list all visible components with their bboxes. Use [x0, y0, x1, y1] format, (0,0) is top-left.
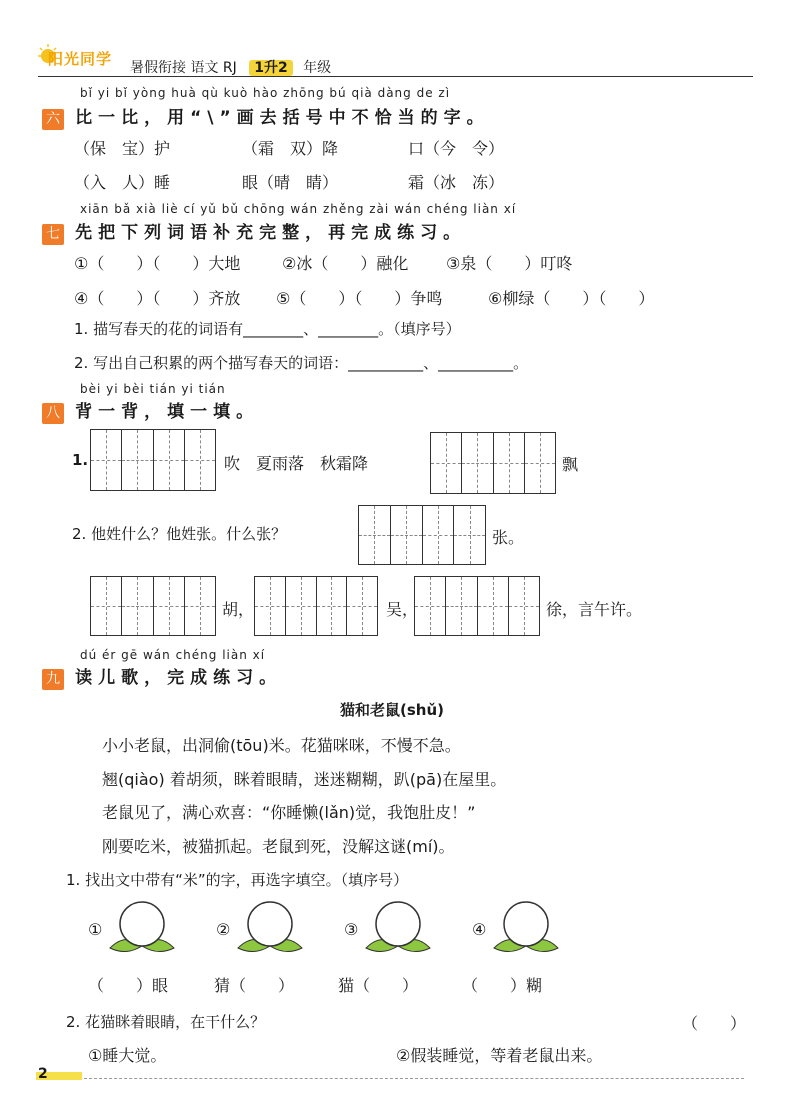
s7-question-1: 1. 描写春天的花的词语有________、________。（填序号） — [74, 320, 461, 338]
s6-item-1: （保 宝）护 — [74, 139, 171, 158]
fill-blank-4: （ ）糊 — [462, 976, 543, 995]
s8-heading — [42, 397, 259, 424]
circle-blank-1[interactable] — [88, 898, 178, 960]
option-2: ②假装睡觉，等着老鼠出来。 — [396, 1046, 603, 1065]
circle-label-1: ① — [88, 920, 103, 939]
s7-pinyin: xiān bǎ xià liè cí yǔ bǔ chōng wán zhěng zài wán chéng liàn xí — [80, 202, 517, 216]
circle-label-3: ③ — [344, 920, 359, 939]
option-1: ①睡大觉。 — [88, 1046, 167, 1065]
s8-grid-5[interactable] — [254, 576, 378, 636]
s6-item-4: （入 人）睡 — [74, 173, 171, 192]
s9-question-1: 1. 找出文中带有“米”的字，再选字填空。（填序号） — [66, 871, 409, 889]
circle-blank-3[interactable] — [344, 898, 434, 960]
s8-badge: 八 — [42, 403, 64, 424]
s7-item-4: ④（ ）（ ）齐放 — [74, 289, 241, 308]
s7-question-2: 2. 写出自己积累的两个描写春天的词语：__________、__________。 — [74, 354, 529, 372]
s8-grid-6[interactable] — [414, 576, 540, 636]
circle-label-4: ④ — [472, 920, 487, 939]
s7-title: 先把下列词语补充完整，再完成练习。 — [75, 223, 467, 243]
s7-item-2: ②冰（ ）融化 — [282, 254, 409, 273]
s9-heading — [42, 663, 282, 690]
answer-paren: （ ） — [682, 1014, 747, 1033]
s6-badge: 六 — [42, 109, 64, 130]
header-divider — [38, 76, 753, 77]
s9-question-2: 2. 花猫眯着眼睛，在干什么？ — [66, 1013, 266, 1031]
s8-q1-number: 1. — [72, 451, 89, 469]
s6-item-3: 口（今 令） — [408, 139, 505, 158]
footer-divider — [84, 1078, 744, 1079]
fill-blank-2: 猜（ ） — [214, 976, 295, 995]
fill-blank-3: 猫（ ） — [338, 976, 419, 995]
s8-row3-text-b: 吴， — [386, 600, 419, 619]
circle-blank-4[interactable] — [472, 898, 562, 960]
s6-title: 比一比，用“\”画去括号中不恰当的字。 — [75, 108, 490, 128]
s7-item-5: ⑤（ ）（ ）争鸣 — [276, 289, 443, 308]
s8-q2-end: 张。 — [492, 528, 525, 547]
s9-title: 读儿歌，完成练习。 — [75, 668, 283, 688]
grade-suffix: 年级 — [303, 60, 332, 76]
s7-item-6: ⑥柳绿（ ）（ ） — [488, 289, 655, 308]
poem-line-4: 刚要吃米，被猫抓起。老鼠到死，没解这谜(mí)。 — [102, 837, 455, 856]
s6-item-5: 眼（晴 睛） — [242, 173, 339, 192]
s7-item-1: ①（ ）（ ）大地 — [74, 254, 241, 273]
s8-grid-1[interactable] — [90, 429, 216, 491]
s8-row3-text-c: 徐，言午许。 — [546, 600, 643, 619]
peach-icon — [234, 898, 306, 960]
page-number: 2 — [38, 1066, 48, 1082]
fill-blank-1: （ ）眼 — [88, 976, 169, 995]
s8-q1-end: 飘 — [562, 455, 579, 474]
s6-item-6: 霜（冰 冻） — [408, 173, 505, 192]
peach-icon — [490, 898, 562, 960]
s8-question-2: 2. 他姓什么？他姓张。什么张？ — [72, 525, 287, 543]
s7-badge: 七 — [42, 224, 64, 245]
poem-line-2: 翘(qiào) 着胡须，眯着眼睛，迷迷糊糊，趴(pā)在屋里。 — [102, 770, 507, 789]
s6-pinyin: bǐ yi bǐ yòng huà qù kuò hào zhōng bú qià dàng de zì — [80, 86, 451, 100]
peach-icon — [362, 898, 434, 960]
s8-grid-2[interactable] — [430, 432, 556, 494]
poem-title: 猫和老鼠(shǔ) — [340, 701, 444, 719]
s8-pinyin: bèi yi bèi tián yi tián — [80, 382, 226, 396]
logo-text: 阳光同学 — [48, 50, 113, 68]
s9-pinyin: dú ér gē wán chéng liàn xí — [80, 648, 266, 662]
s8-grid-4[interactable] — [90, 576, 216, 636]
s7-item-3: ③泉（ ）叮咚 — [446, 254, 573, 273]
s8-q1-text: 吹 夏雨落 秋霜降 — [224, 454, 369, 473]
poem-line-3: 老鼠见了，满心欢喜：“你睡懒(lǎn)觉，我饱肚皮！” — [102, 803, 476, 822]
grade-badge: 1升2 — [249, 60, 292, 76]
s8-row3-text-a: 胡， — [222, 600, 255, 619]
s8-title: 背一背，填一填。 — [75, 402, 260, 422]
header-title — [130, 57, 331, 77]
circle-label-2: ② — [216, 920, 231, 939]
poem-line-1: 小小老鼠，出洞偷(tōu)米。花猫咪咪，不慢不急。 — [102, 736, 461, 755]
peach-icon — [106, 898, 178, 960]
s8-grid-3[interactable] — [358, 505, 486, 565]
s6-heading — [42, 103, 490, 130]
s7-heading — [42, 218, 466, 245]
book-title: 暑假衔接 语文 RJ — [130, 60, 237, 76]
s6-item-2: （霜 双）降 — [242, 139, 339, 158]
s9-badge: 九 — [42, 669, 64, 690]
circle-blank-2[interactable] — [216, 898, 306, 960]
